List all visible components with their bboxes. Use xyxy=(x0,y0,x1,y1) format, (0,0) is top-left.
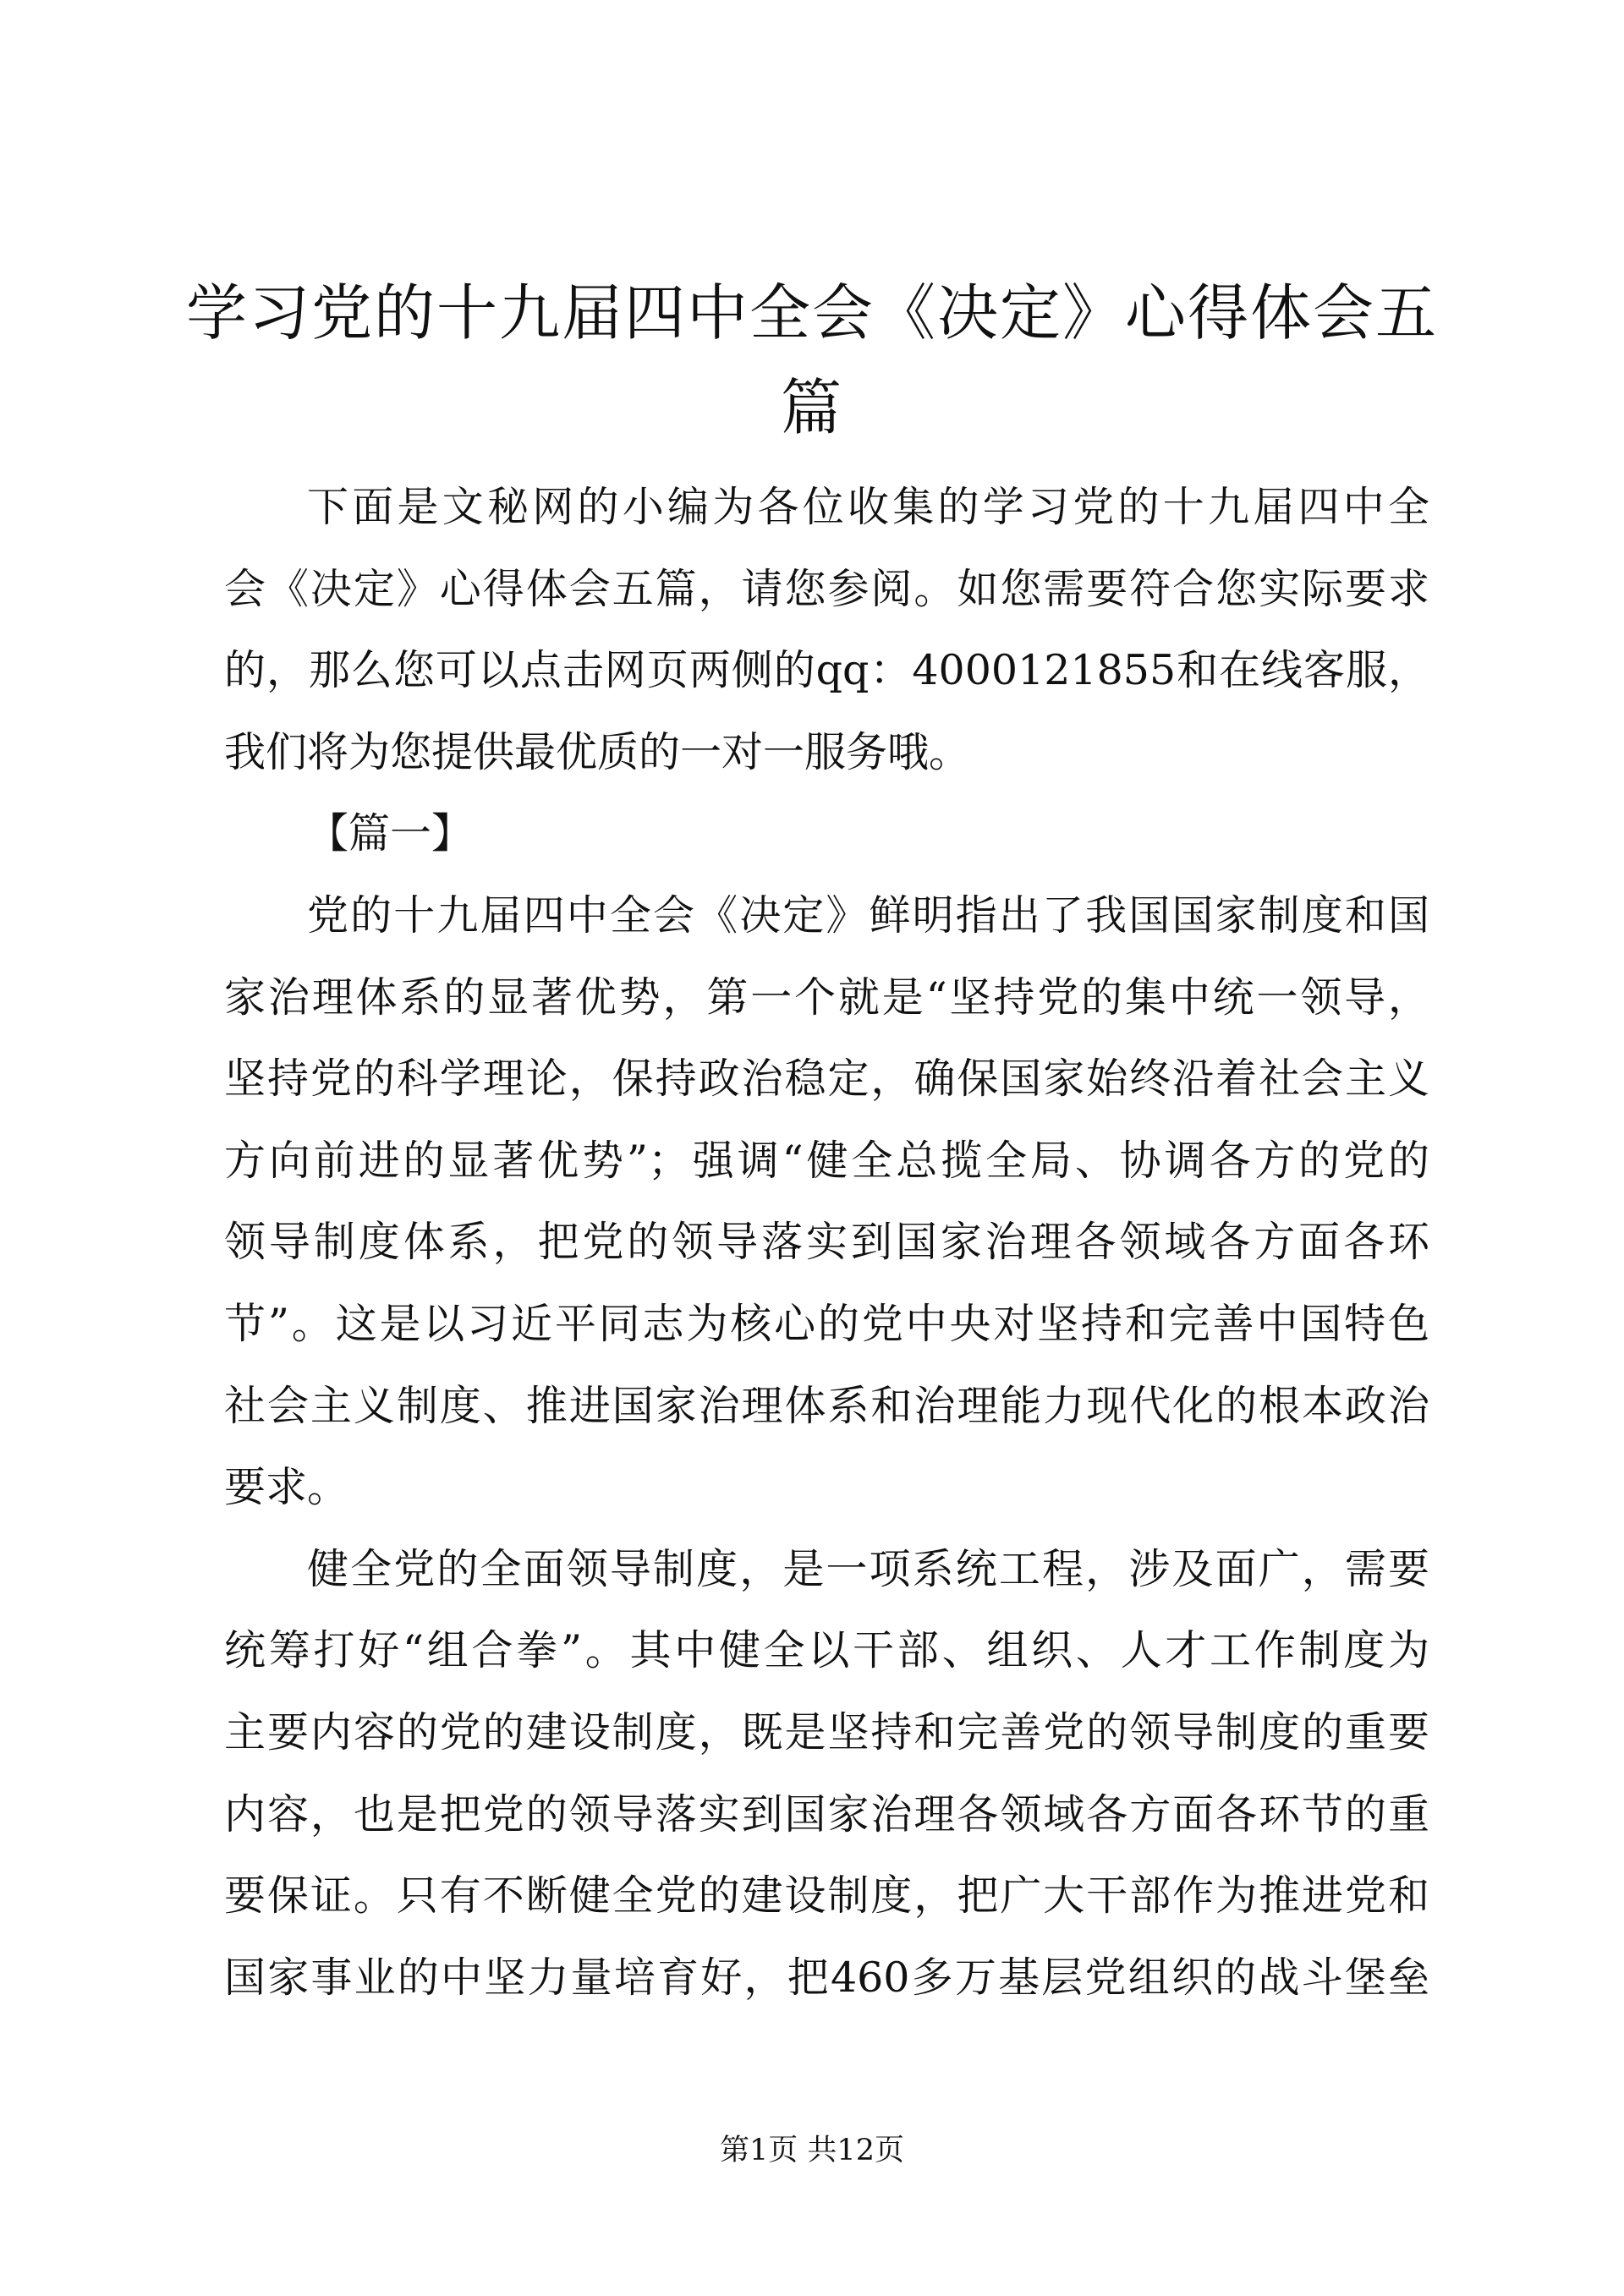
document-body xyxy=(224,467,1429,2019)
text-line: 社会主义制度、推进国家治理体系和治理能力现代化的根本政治 xyxy=(224,1381,1429,1430)
text-line: 要保证。只有不断健全党的建设制度，把广大干部作为推进党和 xyxy=(224,1871,1429,1921)
text-line: 下面是文秘网的小编为各位收集的学习党的十九届四中全 xyxy=(307,483,1429,531)
text-line: 统筹打好“组合拳”。其中健全以干部、组织、人才工作制度为 xyxy=(224,1626,1429,1675)
title-line-2: 篇 xyxy=(780,372,843,443)
text-line: 主要内容的党的建设制度，既是坚持和完善党的领导制度的重要 xyxy=(224,1707,1429,1756)
document-title xyxy=(169,266,1455,455)
text-line: 要求。 xyxy=(224,1463,349,1512)
page-footer: 第1页 共12页 xyxy=(720,2134,904,2167)
text-line: 健全党的全面领导制度，是一项系统工程，涉及面广，需要 xyxy=(307,1544,1429,1593)
text-line: 【篇一】 xyxy=(307,809,474,858)
title-line-1: 学习党的十九届四中全会《决定》心得体会五 xyxy=(185,277,1438,348)
text-line: 领导制度体系，把党的领导落实到国家治理各领域各方面各环 xyxy=(224,1218,1429,1267)
text-line: 我们将为您提供最优质的一对一服务哦。 xyxy=(224,727,971,776)
text-line: 方向前进的显著优势”；强调“健全总揽全局、协调各方的党的 xyxy=(224,1136,1429,1185)
text-line: 党的十九届四中全会《决定》鲜明指出了我国国家制度和国 xyxy=(307,890,1429,940)
text-line: 节”。这是以习近平同志为核心的党中央对坚持和完善中国特色 xyxy=(224,1299,1429,1348)
text-line: 会《决定》心得体会五篇，请您参阅。如您需要符合您实际要求 xyxy=(224,564,1429,613)
text-line: 坚持党的科学理论，保持政治稳定，确保国家始终沿着社会主义 xyxy=(224,1055,1429,1104)
text-line: 内容，也是把党的领导落实到国家治理各领域各方面各环节的重 xyxy=(224,1789,1429,1838)
text-line: 家治理体系的显著优势，第一个就是“坚持党的集中统一领导， xyxy=(224,973,1429,1022)
text-line: 的，那么您可以点击网页两侧的qq：4000121855和在线客服， xyxy=(224,646,1429,695)
text-line: 国家事业的中坚力量培育好，把460多万基层党组织的战斗堡垒 xyxy=(224,1953,1429,2002)
